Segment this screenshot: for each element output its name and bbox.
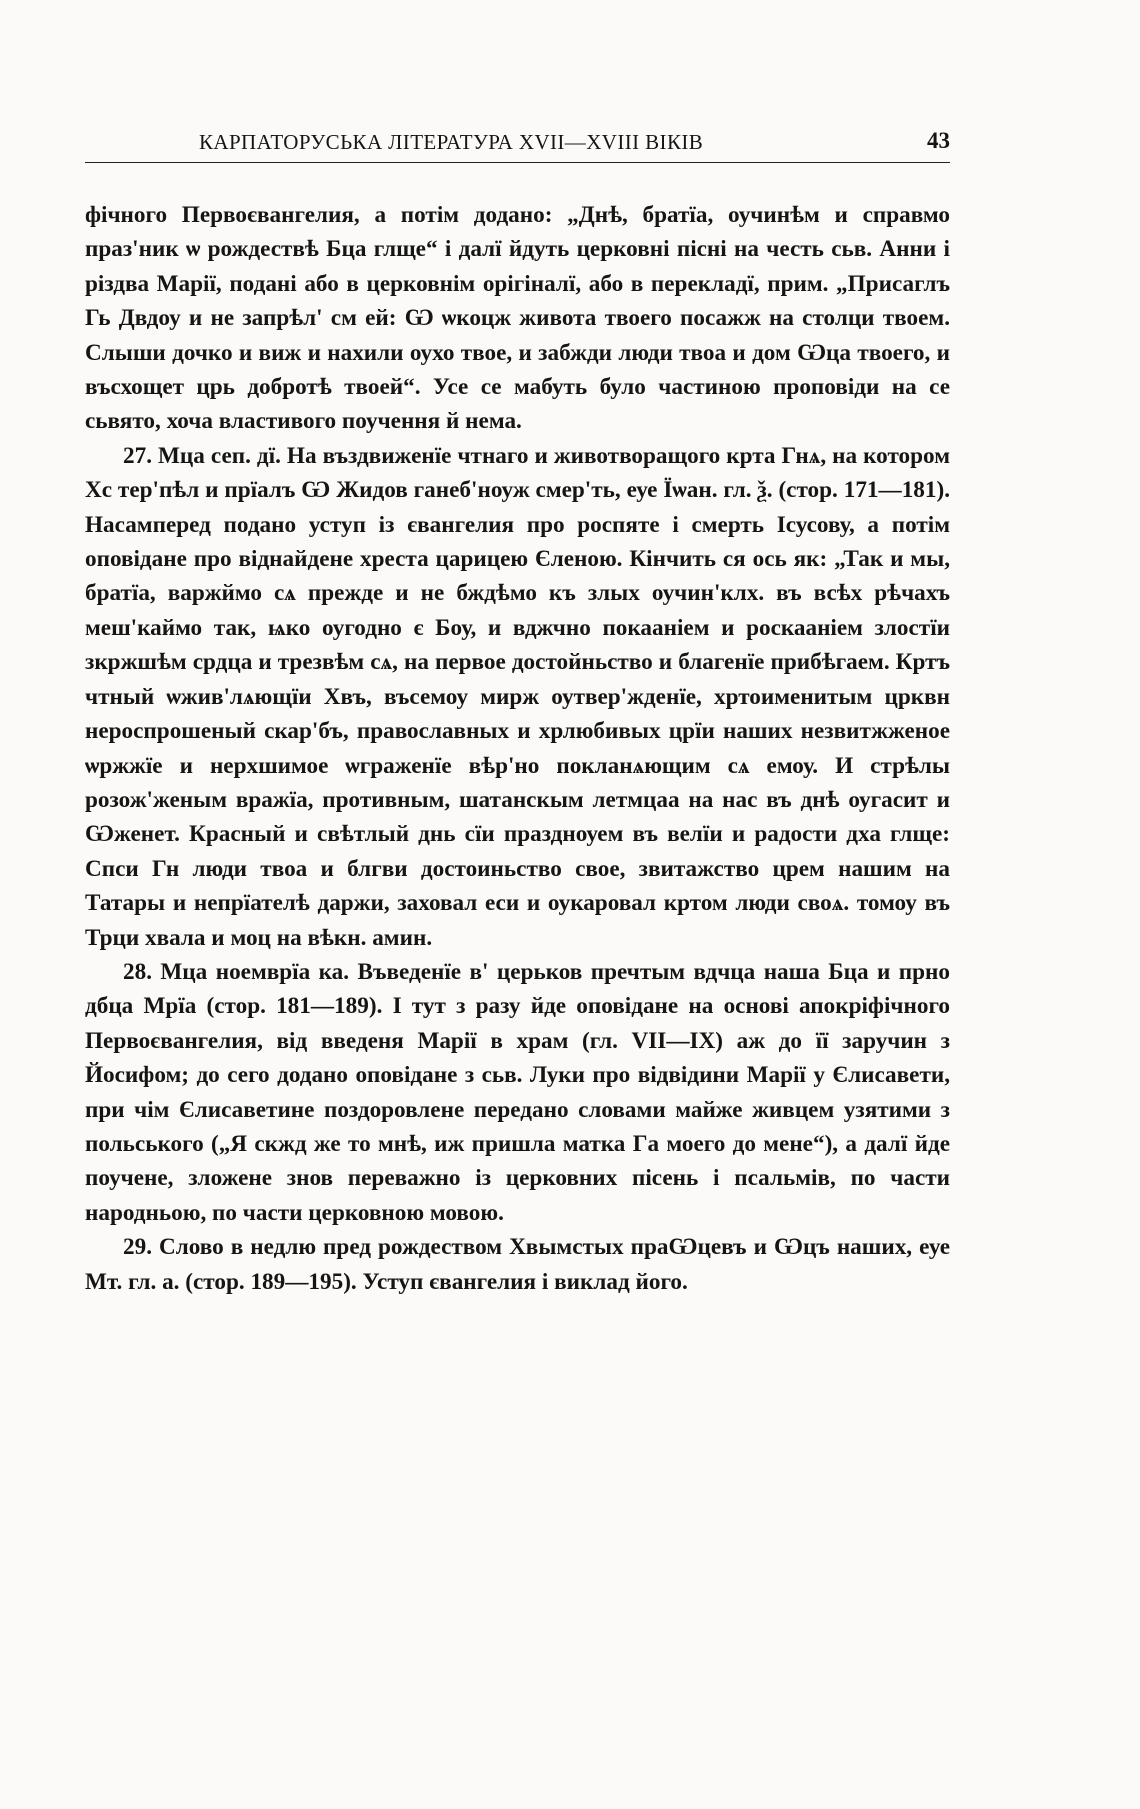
paragraph-3: 28. Мца ноемврїа ка. Въведенїе в' церьков пречтым вдчца наша Бца и прно дбца Мрїа (стор. 181—189). І тут з разу йде оповідане на основі апокріфічного Первоєвангелия, від введеня Марії в храм (гл. VII—IX) аж до її заручин з Йосифом; до сего додано оповідане з сьв. Луки про відвідини Марії у Єлисавети, при чім Єлисаветине поздоровлене передано словами майже живцем узятими з польського („Я скжд же то мнѣ, иж пришла матка Гa моего до мене“), а далї йде поучене, зложене знов переважно із церковних пісень і псальмів, по части народньою, по части церковною мовою.: [85, 958, 950, 1226]
page-number: 43: [927, 128, 950, 153]
page-body: [85, 198, 950, 1299]
paragraph-1: фічного Первоєвангелия, а потім додано: „Днѣ, братїа, оучинѣм и справмо праз'ник ѡ рождествѣ Бца глще“ і далї йдуть церковні пісні на честь сьв. Анни і різдва Марії, подані або в церковнім орігіналї, або в перекладї, прим. „Присаглъ Гь Двдоу и не запрѣл' см ей: Ѡ ѡкоцж живота твоего посажж на столци твоем. Слыши дочко и виж и нахили оухо твое, и забжди люди твоа и дом Ѡца твоего, и въсхощет црь добротѣ твоей“. Усе се мабуть було частиною проповіди на се сьвято, хоча властивого поучення й нема.: [85, 202, 950, 435]
paragraph-2: 27. Мца сеп. дї. На въздвиженїе чтнаго и животворащого крта Гнѧ, на котором Хс тер'пѣл и прїалъ Ѡ Жидов ганеб'ноуж смер'ть, еуе Їѡан. гл. ѯ. (стор. 171—181). Насамперед подано уступ із євангелия про роспяте і смерть Ісусову, а потім оповідане про віднайдене хреста царицею Єленою. Кінчить ся ось як: „Так и мы, братїа, варжймо сѧ прежде и не бждѣмо къ злых оучин'клх. въ всѣх рѣчахъ меш'каймо так, ѩко оугодно є Боу, и вджчно покааніем и роскааніем злостїи зкржшѣм срдца и трезвѣм сѧ, на первое достойньство и благенїе прибѣгаем. Кртъ чтный ѡжив'лѧющїи Хвъ, въсемоу мирж оутвер'жденїе, хртоименитым црквн нероспрошеный скар'бъ, православных и хрлюбивых црїи наших незвитжженое ѡржжїе и нерхшимое ѡграженїе вѣр'но покланѧющим сѧ емоу. И стрѣлы розож'женым вражїа, противным, шатанскым летмцаа на нас въ днѣ оугасит и Ѡженет. Красный и свѣтлый днь сїи праздноуем въ велїи и радости дха глще: Спси Гн люди твоа и блгви достоиньство свое, звитажство црем нашим на Татары и непрїателѣ даржи, заховал еси и оукаровал кртом люди своѧ. томоу въ Трци хвала и моц на вѣкн. амин.: [85, 442, 950, 951]
paragraph-4: 29. Слово в недлю пред рождеством Хвымстых праѠцевъ и Ѡцъ наших, еуе Мт. гл. а. (стор. 189—195). Уступ євангелия і виклад його.: [85, 1234, 950, 1295]
running-header-title: КАРПАТОРУСЬКА ЛІТЕРАТУРА XVII—XVIII ВІКІВ: [199, 130, 704, 154]
running-header: [85, 128, 950, 163]
